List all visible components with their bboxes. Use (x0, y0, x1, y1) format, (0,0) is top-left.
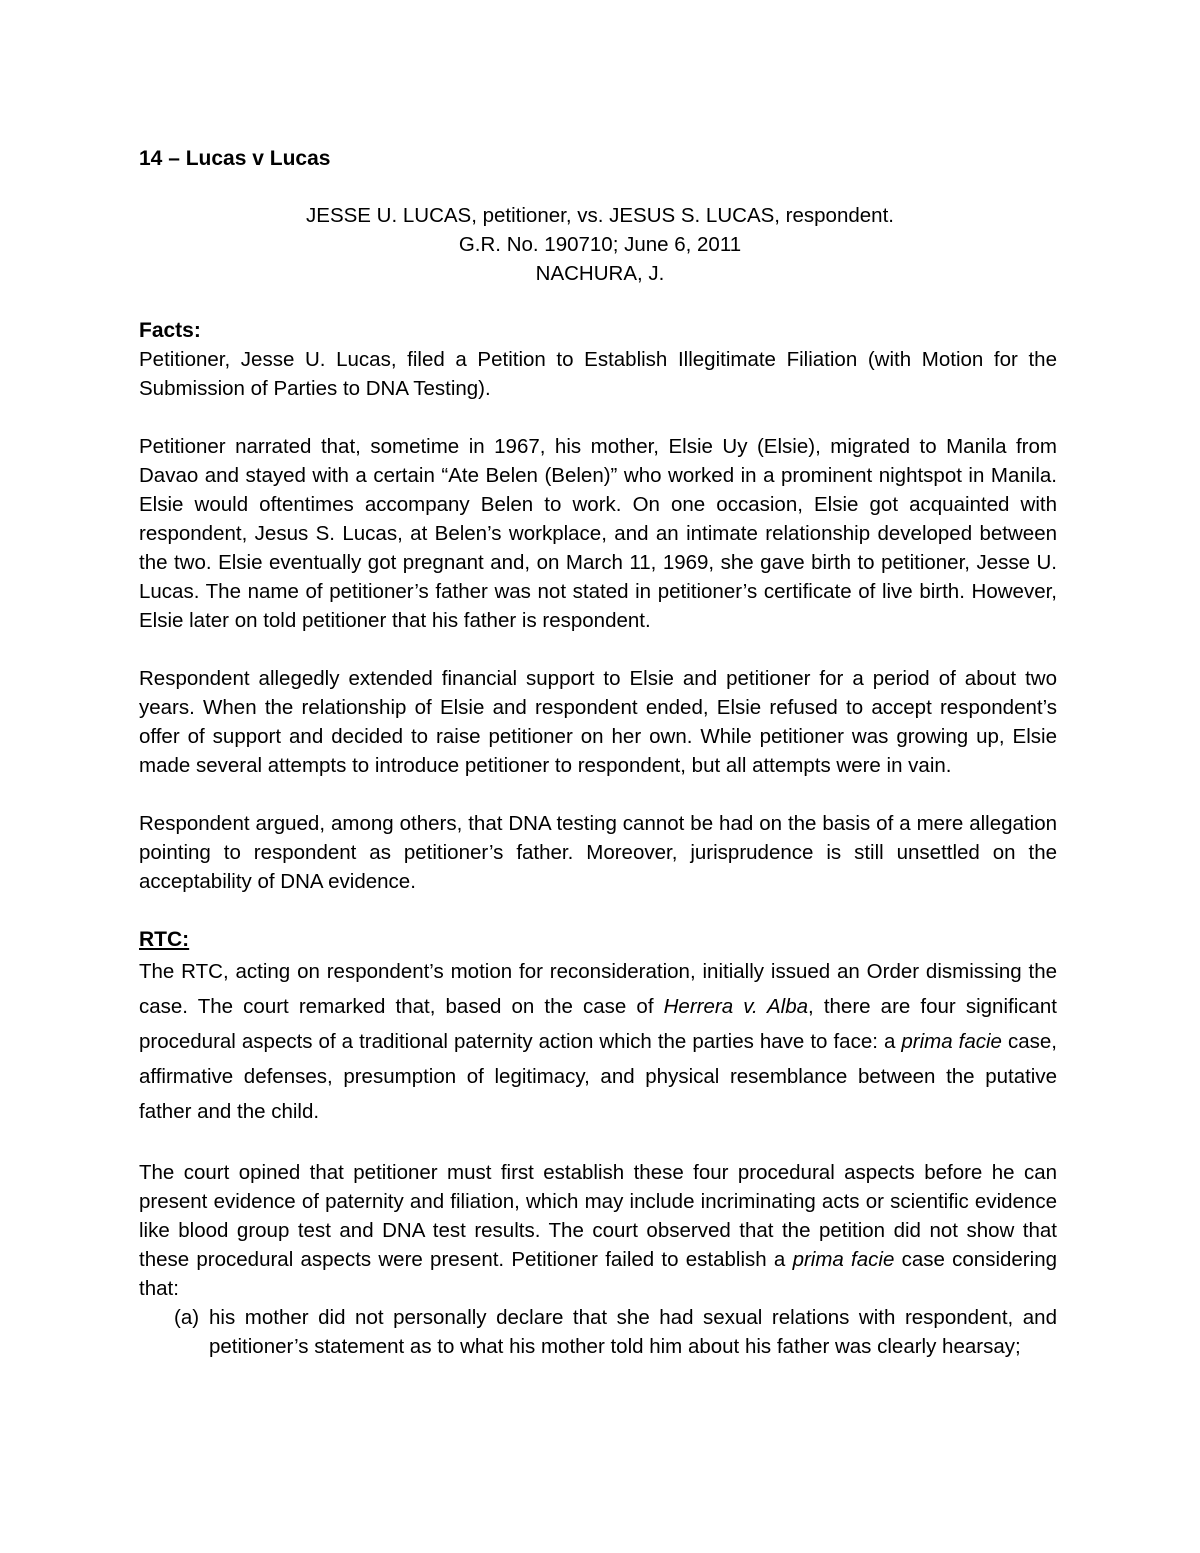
facts-paragraph-1: Petitioner, Jesse U. Lucas, filed a Petition to Establish Illegitimate Filiation (with Motion for the Submission of Parties to DNA Testing). (139, 348, 1057, 400)
document-body (139, 316, 1057, 1361)
rtc-reasons-list (139, 1303, 1057, 1361)
facts-paragraph-2: Petitioner narrated that, sometime in 1967, his mother, Elsie Uy (Elsie), migrated to Manila from Davao and stayed with a certain “Ate Belen (Belen)” who worked in a prominent nightspot in Manila. Elsie would oftentimes accompany Belen to work. On one occasion, Elsie got acquainted with respondent, Jesus S. Lucas, at Belen’s workplace, and an intimate relationship developed between the two. Elsie eventually got pregnant and, on March 11, 1969, she gave birth to petitioner, Jesse U. Lucas. The name of petitioner’s father was not stated in petitioner’s certificate of live birth. However, Elsie later on told petitioner that his father is respondent. (139, 435, 1057, 632)
rtc-paragraph-2 (139, 1158, 1057, 1303)
list-item (139, 1303, 1057, 1361)
rtc-paragraph-2-text-a: The court opined that petitioner must first establish these four procedural aspects before he can present evidence of paternity and filiation, which may include incriminating acts or scientific evidence like blood group test and DNA test results. The court observed that the petition did not show that these procedural aspects were present. Petitioner failed to establish a (139, 1161, 1057, 1271)
rtc-paragraph-2-text-b: case considering that: (139, 1248, 1057, 1300)
list-item-text: his mother did not personally declare that she had sexual relations with respondent, and petitioner’s statement as to what his mother told him about his father was clearly hearsay; (209, 1306, 1057, 1358)
case-citation: Herrera v. Alba (663, 995, 809, 1018)
facts-paragraph-4: Respondent argued, among others, that DNA testing cannot be had on the basis of a mere allegation pointing to respondent as petitioner’s father. Moreover, jurisprudence is still unsettled on the acceptability of DNA evidence. (139, 812, 1057, 893)
rtc-heading: RTC: (139, 928, 190, 951)
rtc-paragraph-1-text-a: the case. The court remarked that, based on the case of (139, 960, 1058, 1018)
case-caption (139, 201, 1061, 288)
document-title: 14 – Lucas v Lucas (139, 147, 331, 170)
list-item-marker: (a) (174, 1306, 200, 1329)
rtc-paragraph-1-line-1: The RTC, acting on respondent’s motion for reconsideration, initially issued an Order dismissing (139, 960, 1022, 983)
latin-term: prima facie (901, 1030, 1002, 1053)
case-number: G.R. No. 190710; June 6, 2011 (458, 233, 742, 256)
facts-heading: Facts: (139, 319, 201, 342)
case-ponente: NACHURA, J. (535, 262, 665, 285)
rtc-paragraph-1 (139, 954, 1057, 1129)
latin-term: prima facie (792, 1248, 895, 1271)
facts-paragraph-3: Respondent allegedly extended financial support to Elsie and petitioner for a period of about two years. When the relationship of Elsie and respondent ended, Elsie refused to accept respondent’s offer of support and decided to raise petitioner on her own. While petitioner was growing up, Elsie made several attempts to introduce petitioner to respondent, but all attempts were in vain. (139, 667, 1057, 777)
case-parties: JESSE U. LUCAS, petitioner, vs. JESUS S. LUCAS, respondent. (306, 204, 894, 227)
rtc-paragraph-1-text-b: , there are four significant procedural aspects of a traditional paternity action which the parties have to face: a (139, 995, 1057, 1053)
rtc-paragraph-1-text-c: case, affirmative defenses, presumption of legitimacy, and physical resemblance between the putative father and the child. (139, 1030, 1057, 1123)
